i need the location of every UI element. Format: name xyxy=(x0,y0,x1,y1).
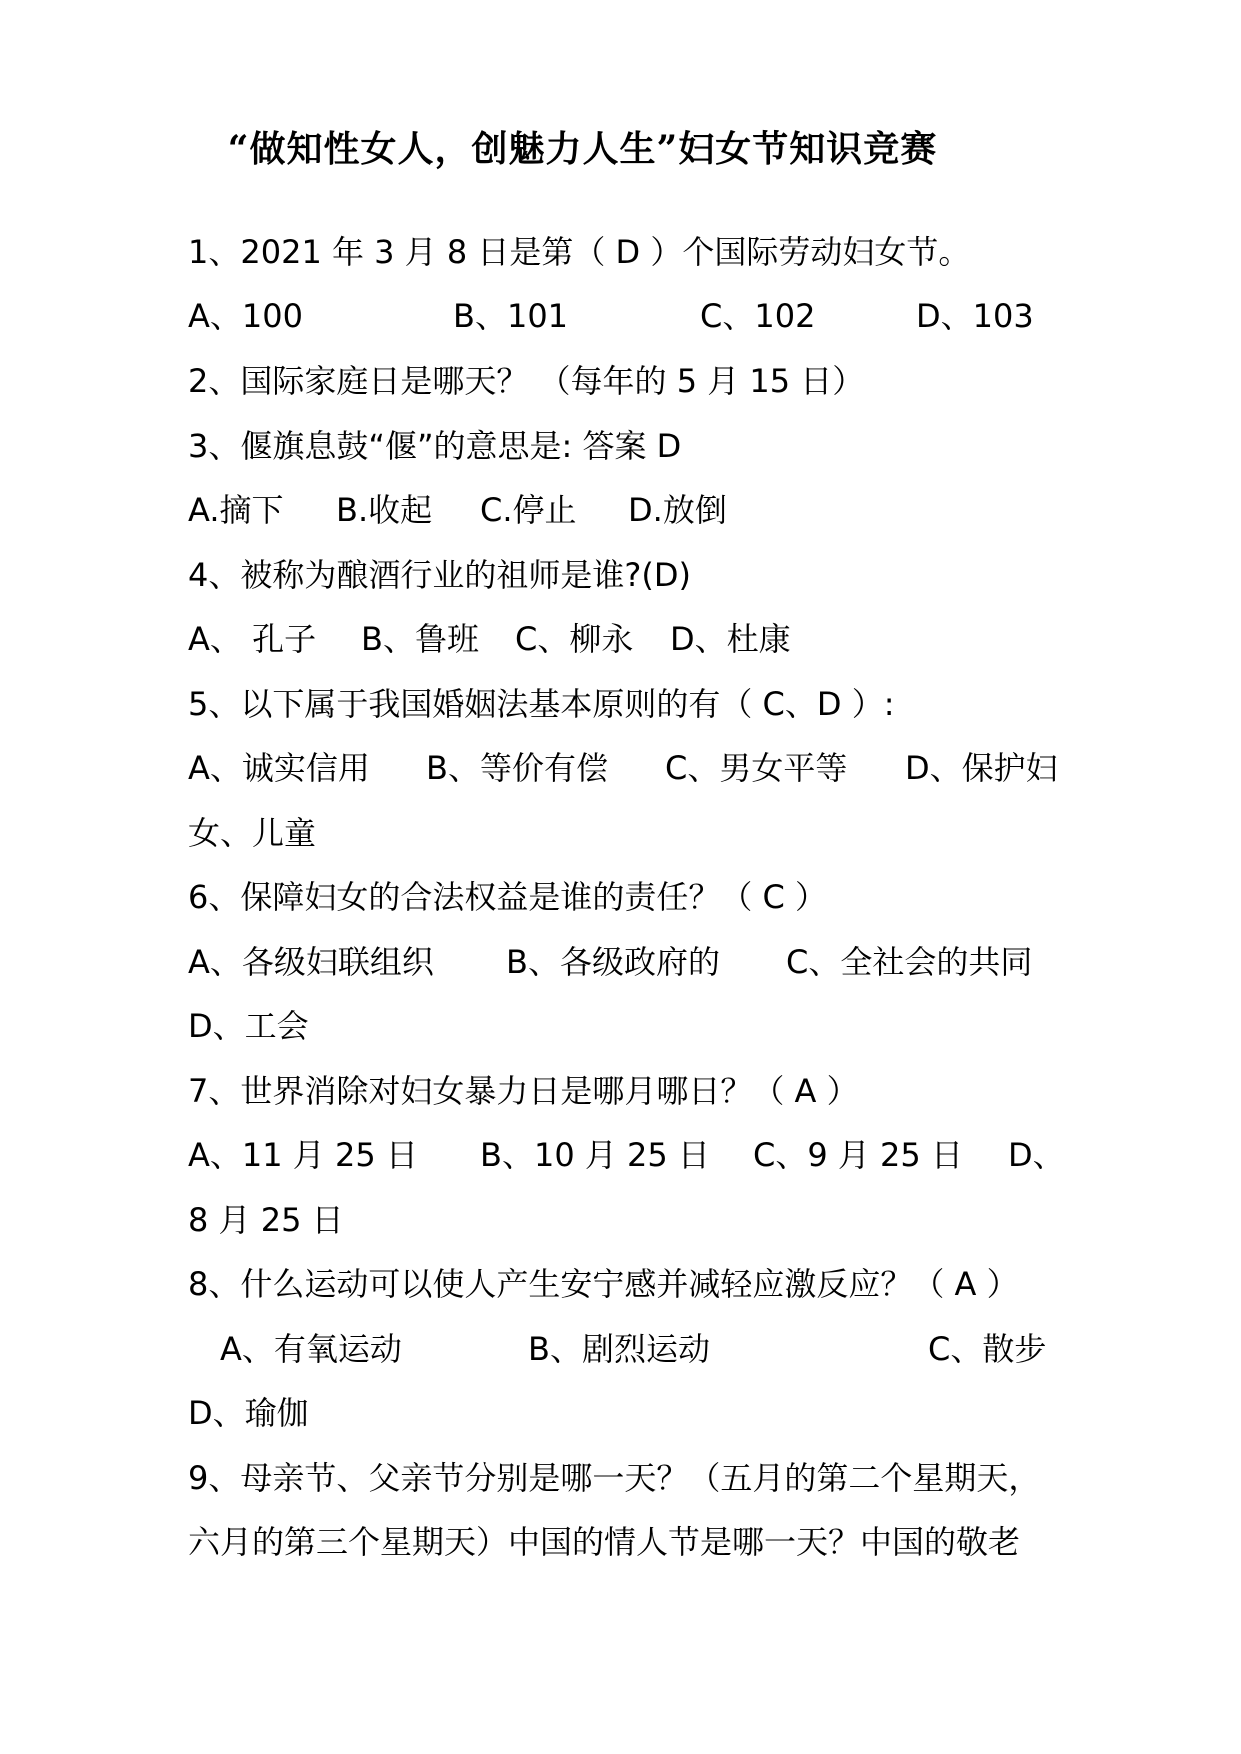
option-b: B、10 月 25 日 xyxy=(480,1136,710,1174)
question-9: 9、母亲节、父亲节分别是哪一天？（五月的第二个星期天， xyxy=(188,1459,1041,1497)
question-6: 6、保障妇女的合法权益是谁的责任？（ C ） xyxy=(188,878,828,916)
question-8: 8、什么运动可以使人产生安宁感并减轻应激反应？（ A ） xyxy=(188,1265,1019,1303)
option-c: C、柳永 xyxy=(515,620,634,658)
option-c: C、散步 xyxy=(928,1330,1047,1368)
option-a: A、100 xyxy=(188,297,303,335)
question-1: 1、2021 年 3 月 8 日是第（ D ）个国际劳动妇女节。 xyxy=(188,233,971,271)
option-d: D、 xyxy=(1008,1136,1065,1174)
option-a: A、诚实信用 xyxy=(188,749,370,787)
option-c: C.停止 xyxy=(480,491,577,529)
question-9-continued: 六月的第三个星期天）中国的情人节是哪一天？中国的敬老 xyxy=(188,1523,1021,1561)
page-title: “做知性女人，创魅力人生”妇女节知识竞赛 xyxy=(227,128,938,170)
option-d: D.放倒 xyxy=(628,491,727,529)
question-5: 5、以下属于我国婚姻法基本原则的有（ C、D ）: xyxy=(188,685,895,723)
option-b: B、等价有偿 xyxy=(426,749,608,787)
option-c: C、全社会的共同 xyxy=(786,943,1033,981)
question-6-options-continued: D、工会 xyxy=(188,1007,309,1045)
question-7-options-continued: 8 月 25 日 xyxy=(188,1201,344,1239)
option-c: C、男女平等 xyxy=(665,749,848,787)
option-d: D、杜康 xyxy=(670,620,791,658)
option-a: A、各级妇联组织 xyxy=(188,943,434,981)
option-a: A、有氧运动 xyxy=(220,1330,402,1368)
option-d: D、103 xyxy=(916,297,1034,335)
option-d: D、保护妇 xyxy=(905,749,1058,787)
option-b: B、鲁班 xyxy=(361,620,479,658)
question-7: 7、世界消除对妇女暴力日是哪月哪日？（ A ） xyxy=(188,1072,859,1110)
option-a: A.摘下 xyxy=(188,491,284,529)
question-8-options-continued: D、瑜伽 xyxy=(188,1394,309,1432)
option-a: A、 孔子 xyxy=(188,620,317,658)
option-b: B、101 xyxy=(453,297,569,335)
option-b: B、剧烈运动 xyxy=(528,1330,710,1368)
option-b: B、各级政府的 xyxy=(506,943,720,981)
option-a: A、11 月 25 日 xyxy=(188,1136,418,1174)
question-5-options-continued: 女、儿童 xyxy=(188,814,317,852)
option-b: B.收起 xyxy=(336,491,433,529)
question-2: 2、国际家庭日是哪天？ （每年的 5 月 15 日） xyxy=(188,362,865,400)
question-4: 4、被称为酿酒行业的祖师是谁?(D) xyxy=(188,556,691,594)
option-c: C、9 月 25 日 xyxy=(753,1136,963,1174)
option-c: C、102 xyxy=(700,297,816,335)
question-3: 3、偃旗息鼓“偃”的意思是: 答案 D xyxy=(188,427,682,465)
